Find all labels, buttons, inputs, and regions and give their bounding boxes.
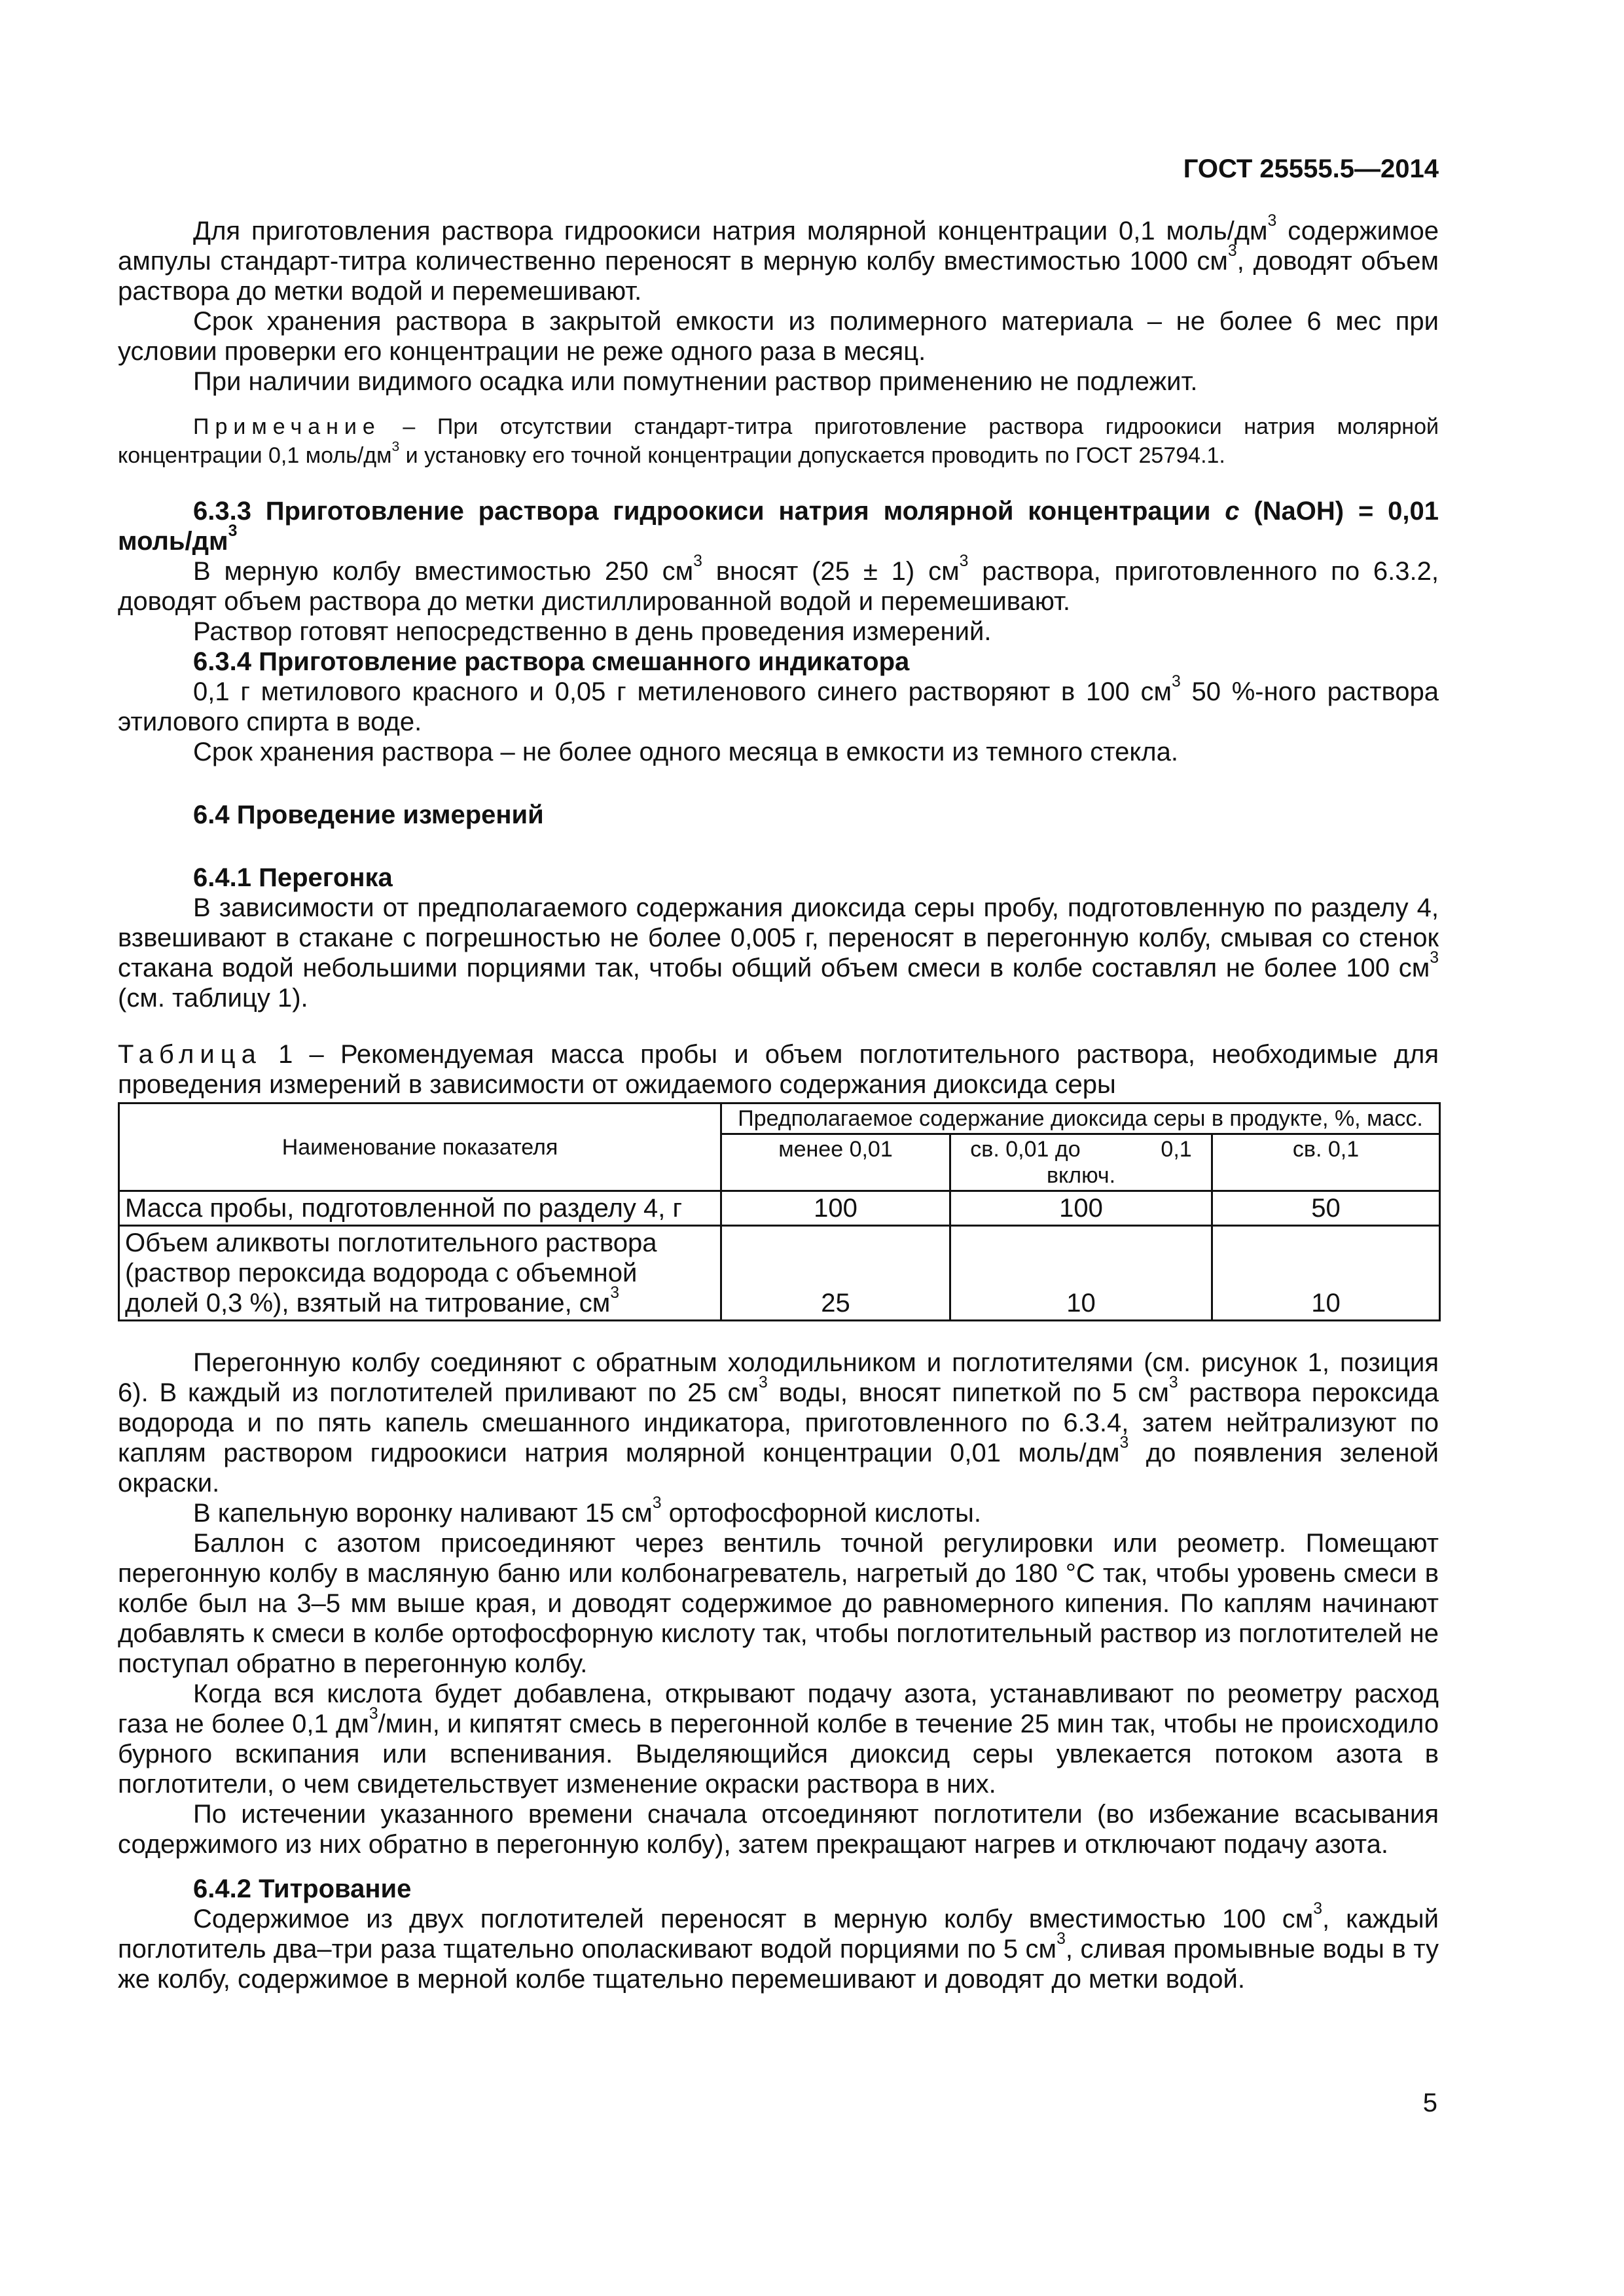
- section-heading-6-4: 6.4 Проведение измерений: [193, 800, 544, 829]
- page-number: 5: [1422, 2089, 1437, 2117]
- paragraph: Срок хранения раствора в закрытой емкости из полимерного материала – не более 6 мес при условии проверки его концентрации не реже одного раза в месяц.: [118, 307, 1439, 366]
- paragraph: Когда вся кислота будет добавлена, открывают подачу азота, устанавливают по реометру расход газа не более 0,1 $дм^3$/мин, и кипятят смесь в перегонной колбе в течение 25 мин так, чтобы не происходило бурного вскипания или вспенивания. Выделяющийся диоксид серы увлекается потоком азота в поглотители, о чем свидетельствует изменение окраски раствора в них.: [118, 1679, 1439, 1799]
- paragraph: Баллон с азотом присоединяют через вентиль точной регулировки или реометр. Помещают перегонную колбу в масляную баню или колбонагреватель, нагретый до 180 °С так, чтобы уровень смеси в колбе был на 3–5 мм выше края, и доводят содержимое до равномерного кипения. По каплям начинают добавлять к смеси в колбе ортофосфорную кислоту так, чтобы поглотительный раствор из поглотителей не поступал обратно в перегонную колбу.: [118, 1529, 1439, 1678]
- paragraph: Перегонную колбу соединяют с обратным холодильником и поглотителями (см. рисунок 1, позиция 6). В каждый из поглотителей приливают по 25 $см^3$ воды, вносят пипеткой по 5 $см^3$ раствора пероксида водорода и по пять капель смешанного индикатора, приготовленного по 6.3.4, затем нейтрализуют по каплям раствором гидроокиси натрия молярной концентрации 0,01 моль/$дм^3$ до появления зеленой окраски.: [118, 1348, 1439, 1498]
- table-subheader: св. 0,1: [1212, 1134, 1440, 1191]
- section-heading-6-4-2: 6.4.2 Титрование: [193, 1874, 412, 1903]
- section-heading-6-4-1: 6.4.1 Перегонка: [193, 863, 393, 892]
- table-caption: Таблица 1 – Рекомендуемая масса пробы и объем поглотительного раствора, необходимые для проведения измерений в зависимости от ожидаемого содержания диоксида серы: [118, 1040, 1439, 1099]
- paragraph: В зависимости от предполагаемого содержания диоксида серы пробу, подготовленную по разделу 4, взвешивают в стакане с погрешностью не более 0,005 г, переносят в перегонную колбу, смывая со стенок стакана водой небольшими порциями так, чтобы общий объем смеси в колбе составлял не более 100 $см^3$ (см. таблицу 1).: [118, 893, 1439, 1013]
- data-table: [118, 1102, 1441, 1321]
- note: Примечание – При отсутствии стандарт-титра приготовление раствора гидроокиси натрия молярной концентрации 0,1 моль/$дм^3$ и установку его точной концентрации допускается проводить по ГОСТ 25794.1.: [118, 414, 1439, 468]
- paragraph: 0,1 г метилового красного и 0,05 г метиленового синего растворяют в 100 $см^3$ 50 %-ного раствора этилового спирта в воде.: [118, 672, 1439, 736]
- table-caption-label: Таблица: [118, 1040, 262, 1069]
- paragraph: По истечении указанного времени сначала отсоединяют поглотители (во избежание всасывания содержимого из них обратно в перегонную колбу), затем прекращают нагрев и отключают подачу азота.: [118, 1800, 1439, 1859]
- section-heading-6-3-4: 6.3.4 Приготовление раствора смешанного индикатора: [193, 647, 910, 676]
- table-header-group: Предполагаемое содержание диоксида серы в продукте, %, масс.: [721, 1103, 1440, 1134]
- table-subheader: менее 0,01: [721, 1134, 950, 1191]
- table-cell-label: Масса пробы, подготовленной по разделу 4, г: [119, 1191, 721, 1226]
- table-row: [119, 1226, 1440, 1321]
- page-body: [118, 211, 1439, 1994]
- paragraph: При наличии видимого осадка или помутнении раствор применению не подлежит.: [193, 367, 1198, 396]
- table-cell: 10: [950, 1226, 1212, 1321]
- table-cell: 10: [1212, 1226, 1440, 1321]
- table-cell: 100: [721, 1191, 950, 1226]
- paragraph: Содержимое из двух поглотителей переносят в мерную колбу вместимостью 100 $см^3$, каждый поглотитель два–три раза тщательно ополаскивают водой порциями по 5 $см^3$, сливая промывные воды в ту же колбу, содержимое в мерной колбе тщательно перемешивают и доводят до метки водой.: [118, 1899, 1439, 1994]
- paragraph: В мерную колбу вместимостью 250 $см^3$ вносят (25 ± 1) $см^3$ раствора, приготовленного по 6.3.2, доводят объем раствора до метки дистиллированной водой и перемешивают.: [118, 552, 1439, 616]
- section-heading-6-3-3: 6.3.3 Приготовление раствора гидроокиси натрия молярной концентрации c (NaOH) = 0,01 моль/$дм^3$: [118, 497, 1439, 556]
- paragraph: Срок хранения раствора – не более одного месяца в емкости из темного стекла.: [193, 738, 1178, 766]
- table-cell-label: Объем аликвоты поглотительного раствора (раствор пероксида водорода с объемной долей 0,3 %), взятый на титрование, $см^3$: [119, 1226, 721, 1321]
- table-row: [119, 1191, 1440, 1226]
- table-subheader: св. 0,01 до 0,1 включ.: [950, 1134, 1212, 1191]
- table-cell: 25: [721, 1226, 950, 1321]
- paragraph: В капельную воронку наливают 15 $см^3$ ортофосфорной кислоты.: [193, 1494, 981, 1528]
- document-code: ГОСТ 25555.5—2014: [1183, 154, 1439, 183]
- note-label: Примечание: [193, 414, 381, 439]
- paragraph: Раствор готовят непосредственно в день проведения измерений.: [193, 617, 992, 646]
- table-cell: 50: [1212, 1191, 1440, 1226]
- paragraph: Для приготовления раствора гидроокиси натрия молярной концентрации 0,1 моль/$дм^3$ содержимое ампулы стандарт-титра количественно переносят в мерную колбу вместимостью 1000 $см^3$, доводят объем раствора до метки водой и перемешивают.: [118, 211, 1439, 306]
- table-header-indicator: Наименование показателя: [119, 1103, 721, 1191]
- table-cell: 100: [950, 1191, 1212, 1226]
